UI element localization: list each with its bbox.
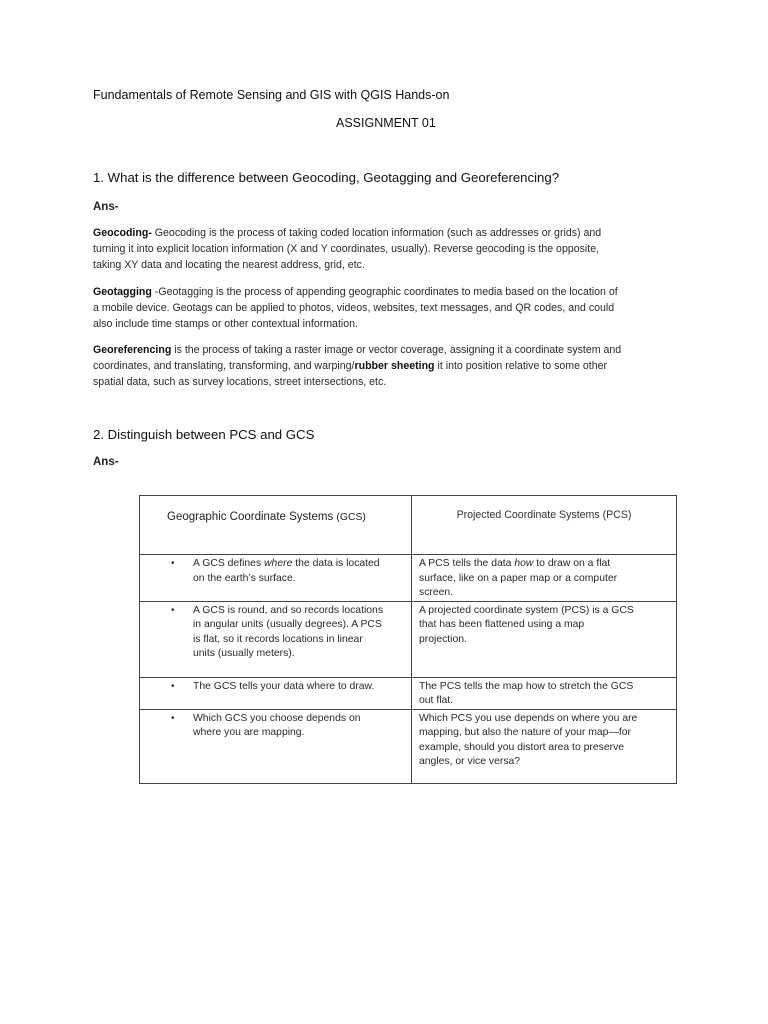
pcs-cell: Which PCS you use depends on where you are mapping, but also the nature of your map—for example, should you distort area to preserve angles, or vice versa? — [419, 712, 638, 767]
geotagging-term: Geotagging — [93, 286, 152, 298]
pcs-cell: The PCS tells the map how to stretch the GCS out flat. — [419, 680, 634, 706]
gcs-header: Geographic Coordinate Systems (GCS) — [140, 496, 412, 555]
answer-label-1: Ans- — [93, 201, 119, 213]
pcs-cell: A PCS tells the data how to draw on a flat surface, like on a paper map or a computer screen. — [419, 558, 618, 598]
table-row — [140, 601, 677, 677]
table-row — [140, 677, 677, 709]
gcs-cell: • A GCS defines where the data is located on the earth’s surface. — [140, 555, 411, 586]
comparison-table — [139, 495, 677, 784]
assignment-heading: ASSIGNMENT 01 — [336, 116, 436, 130]
document-title: Fundamentals of Remote Sensing and GIS with QGIS Hands-on — [93, 88, 450, 102]
geotagging-paragraph: Geotagging -Geotagging is the process of appending geographic coordinates to media based on the location of a mobile device. Geotags can be applied to photos, videos, websites, text messages, and QR codes, and could also include time stamps or other contextual information. — [93, 286, 618, 330]
rubber-sheeting-term: rubber sheeting — [354, 360, 435, 372]
geocoding-paragraph: Geocoding- Geocoding is the process of taking coded location information (such as addresses or grids) and turning it into explicit location information (X and Y coordinates, usually). Reverse geocoding is the opposite, taking XY data and locating the nearest address, grid, etc. — [93, 227, 602, 271]
table-row — [140, 555, 677, 602]
pcs-cell: A projected coordinate system (PCS) is a GCS that has been flattened using a map projection. — [419, 604, 634, 645]
gcs-cell: • The GCS tells your data where to draw. — [140, 678, 411, 695]
question-1: 1. What is the difference between Geocoding, Geotagging and Georeferencing? — [93, 170, 560, 185]
gcs-cell: • Which GCS you choose depends on where you are mapping. — [140, 710, 411, 741]
pcs-header: Projected Coordinate Systems (PCS) — [456, 509, 632, 521]
gcs-cell: • A GCS is round, and so records locations in angular units (usually degrees). A PCS is flat, so it records locations in linear units (usually meters). — [140, 602, 411, 662]
georeferencing-term: Georeferencing — [93, 344, 172, 356]
question-2: 2. Distinguish between PCS and GCS — [93, 427, 315, 442]
geocoding-term: Geocoding- — [93, 227, 152, 239]
table-header-row — [140, 496, 677, 555]
table-row — [140, 709, 677, 783]
answer-label-2: Ans- — [93, 456, 119, 468]
georeferencing-paragraph: Georeferencing is the process of taking a raster image or vector coverage, assigning it a coordinate system and coordinates, and translating, transforming, and warping/rubber sheeting it into position relative to some other spatial data, such as survey locations, street intersections, etc. — [93, 344, 622, 388]
